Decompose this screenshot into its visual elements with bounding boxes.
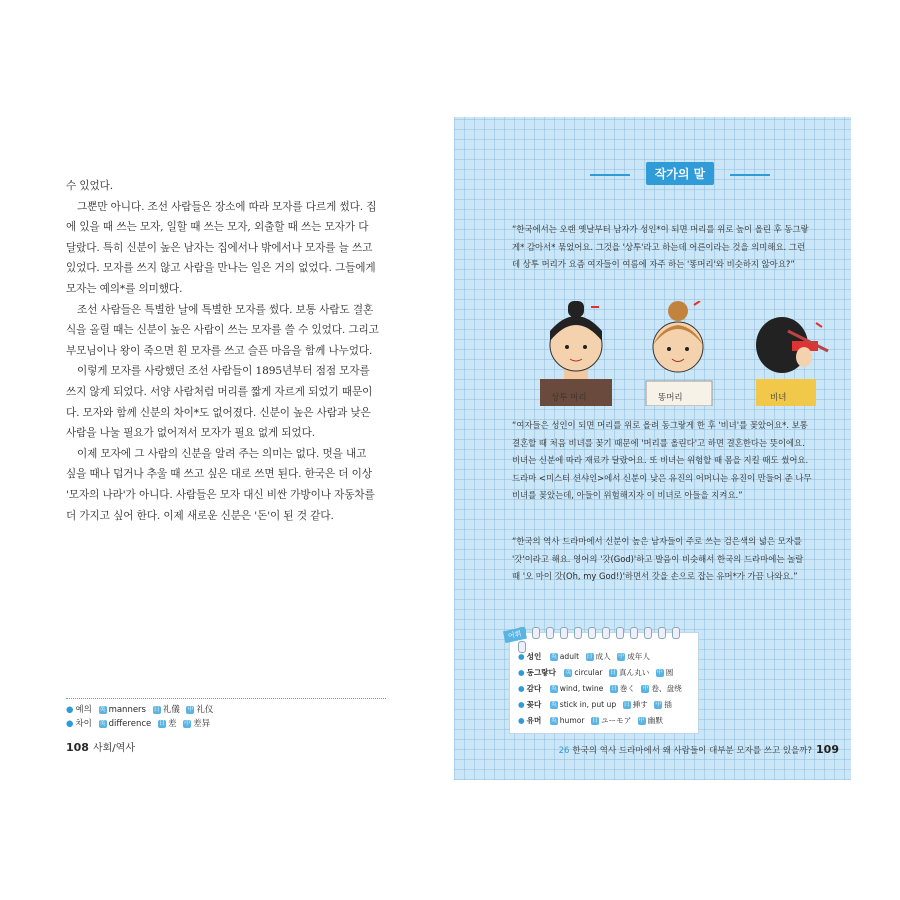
vocab-en: humor bbox=[559, 716, 585, 725]
vocabulary-item bbox=[518, 713, 682, 729]
section-name: 사회/역사 bbox=[92, 743, 135, 754]
chapter-number: 26 bbox=[558, 746, 570, 756]
bullet-icon: ● bbox=[518, 668, 525, 677]
glossary-zh: 差异 bbox=[193, 719, 211, 729]
body-text bbox=[66, 176, 379, 526]
ja-tag-icon: 日 bbox=[158, 719, 165, 727]
zh-tag-icon: 中 bbox=[655, 701, 662, 708]
glossary-row bbox=[66, 703, 386, 717]
paragraph: 이렇게 모자를 사랑했던 조선 사람들이 1895년부터 점점 모자를 쓰지 않게 되었다. 서양 사람처럼 머리를 짧게 자르게 되었기 때문이다. 모자와 함께 신분의 차이*도 없어졌다. 신분이 높은 사람과 낮은 사람을 나눌 필요가 없어져서 모자가 필요 없게 되었다. bbox=[66, 365, 373, 440]
paragraph: 조선 사람들은 특별한 날에 특별한 모자를 썼다. 보통 사람도 결혼식을 올릴 때는 신분이 높은 사람이 쓰는 모자를 쓸 수 있었다. 그리고 부모님이나 왕이 죽으면 흰 모자를 쓰고 슬픈 마음을 함께 나누었다. bbox=[66, 303, 379, 357]
vocab-word: 감다 bbox=[526, 684, 542, 693]
glossary-en: difference bbox=[108, 719, 152, 729]
vocab-en: wind, twine bbox=[559, 684, 604, 693]
glossary-en: manners bbox=[108, 705, 146, 715]
glossary-word: 예의 bbox=[75, 705, 92, 715]
page-title: 작가의 말 bbox=[646, 162, 715, 185]
author-paragraph: “여자들은 성인이 되면 머리를 위로 올려 동그랗게 한 후 '비녀'를 꽂았어요*. 보통 결혼할 때 처음 비녀를 꽂기 때문에 '머리를 올린다'고 하면 결혼한다는 뜻이에요. 비녀는 신분에 따라 재료가 달랐어요. 또 비녀는 위험할 때 몸을 지킬 때도 썼어요. 드라마 <미스터 션샤인>에서 신분이 낮은 유진의 어머니는 유진이 만들어 준 나무 비녀를 꽂았는데, 아들이 위험해지자 이 비녀로 아들을 지켜요.” bbox=[512, 420, 812, 500]
glossary-ja: 差 bbox=[167, 719, 177, 729]
page-number: 109 bbox=[816, 743, 839, 756]
caption-sangtu: 상투 머리 bbox=[551, 393, 587, 403]
vocab-word: 꽂다 bbox=[526, 700, 542, 709]
vocab-en: adult bbox=[559, 652, 580, 661]
en-tag-icon: 英 bbox=[550, 653, 557, 660]
bullet-icon: ● bbox=[66, 705, 74, 715]
en-tag-icon: 英 bbox=[99, 719, 106, 727]
title-block bbox=[620, 162, 740, 185]
right-page bbox=[454, 117, 851, 780]
bullet-icon: ● bbox=[518, 700, 525, 709]
vocabulary-list bbox=[518, 649, 682, 729]
glossary bbox=[66, 698, 386, 731]
vocab-en: stick in, put up bbox=[559, 700, 617, 709]
zh-tag-icon: 中 bbox=[656, 669, 663, 676]
vocab-word: 성인 bbox=[526, 652, 542, 661]
ja-tag-icon: 日 bbox=[586, 653, 593, 660]
vocab-ja: 巻く bbox=[619, 684, 635, 693]
folio-left bbox=[66, 739, 135, 754]
glossary-row bbox=[66, 717, 386, 731]
ja-tag-icon: 日 bbox=[153, 705, 160, 713]
vocabulary-item bbox=[518, 681, 682, 697]
en-tag-icon: 英 bbox=[99, 705, 106, 713]
glossary-ja: 礼儀 bbox=[162, 705, 180, 715]
bullet-icon: ● bbox=[518, 716, 525, 725]
page-number: 108 bbox=[66, 741, 89, 754]
binyeo-figure-illustration bbox=[756, 317, 828, 406]
ja-tag-icon: 日 bbox=[591, 717, 598, 724]
vocab-en: circular bbox=[574, 668, 603, 677]
author-paragraph: “한국에서는 오랜 옛날부터 남자가 성인*이 되면 머리를 위로 높이 올린 후 동그랗게* 감아서* 묶었어요. 그것을 '상투'라고 하는데 어른이라는 것을 의미해요. 그런데 상투 머리가 요즘 여자들이 여름에 자주 하는 '똥머리'와 비슷하지 않아요?” bbox=[512, 224, 809, 269]
ja-tag-icon: 日 bbox=[609, 669, 616, 676]
vocabulary-item bbox=[518, 649, 682, 665]
chapter-title: 한국의 역사 드라마에서 왜 사람들이 대부분 모자를 쓰고 있을까? bbox=[572, 746, 813, 756]
vocab-ja: 真ん丸い bbox=[618, 668, 650, 677]
title-decoration-left bbox=[590, 174, 630, 176]
vocabulary-note bbox=[507, 629, 699, 734]
vocabulary-label: 어휘 bbox=[503, 627, 527, 643]
glossary-zh: 礼仪 bbox=[196, 705, 214, 715]
vocab-zh: 圆 bbox=[665, 668, 674, 677]
vocab-ja: 成人 bbox=[595, 652, 611, 661]
vocab-word: 유머 bbox=[526, 716, 542, 725]
zh-tag-icon: 中 bbox=[642, 685, 649, 692]
vocab-word: 동그랗다 bbox=[526, 668, 556, 677]
en-tag-icon: 英 bbox=[550, 701, 557, 708]
paragraph: 수 있었다. bbox=[66, 180, 114, 192]
bullet-icon: ● bbox=[518, 652, 525, 661]
paragraph: 그뿐만 아니다. 조선 사람들은 장소에 따라 모자를 다르게 썼다. 집에 있을 때 쓰는 모자, 일할 때 쓰는 모자, 외출할 때 쓰는 모자가 다 달랐다. 특히 신분이 높은 남자는 집에서나 밖에서나 모자를 늘 쓰고 있었다. 모자를 쓰지 않고 사람을 만나는 일은 거의 없었다. 그들에게 모자는 예의*를 의미했다. bbox=[66, 200, 377, 295]
title-decoration-right bbox=[730, 174, 770, 176]
zh-tag-icon: 中 bbox=[638, 717, 645, 724]
ja-tag-icon: 日 bbox=[623, 701, 630, 708]
bullet-icon: ● bbox=[66, 719, 74, 729]
spiral-binding-icon bbox=[518, 627, 688, 637]
paragraph: 이제 모자에 그 사람의 신분을 알려 주는 의미는 없다. 멋을 내고 싶을 때나 덥거나 추울 때 쓰고 싶은 대로 쓰면 된다. 한국은 더 이상 '모자의 나라'가 아니다. 사람들은 모자 대신 비싼 가방이나 자동차를 더 가지고 싶어 한다. 이제 새로운 신분은 '돈'이 된 것 같다. bbox=[66, 447, 375, 522]
en-tag-icon: 英 bbox=[565, 669, 572, 676]
caption-binyeo: 비녀 bbox=[770, 393, 787, 403]
zh-tag-icon: 中 bbox=[187, 705, 194, 713]
zh-tag-icon: 中 bbox=[184, 719, 191, 727]
vocab-zh: 成年人 bbox=[627, 652, 650, 661]
vocab-zh: 插 bbox=[664, 700, 672, 709]
bullet-icon: ● bbox=[518, 684, 525, 693]
vocabulary-item bbox=[518, 665, 682, 681]
zh-tag-icon: 中 bbox=[618, 653, 625, 660]
author-paragraph: “한국의 역사 드라마에서 신분이 높은 남자들이 주로 쓰는 검은색의 넓은 모자를 '갓'이라고 해요. 영어의 '갓(God)'하고 발음이 비슷해서 한국의 드라마에는 놀랄 때 '오 마이 갓(Oh, my God!)'하면서 갓을 손으로 잡는 유머*가 가끔 나와요.” bbox=[512, 536, 804, 581]
en-tag-icon: 英 bbox=[550, 685, 557, 692]
vocab-ja: 挿す bbox=[632, 700, 648, 709]
vocab-zh: 幽默 bbox=[647, 716, 663, 725]
vocabulary-item bbox=[518, 697, 682, 713]
caption-ttongmeori: 똥머리 bbox=[658, 393, 683, 403]
en-tag-icon: 英 bbox=[550, 717, 557, 724]
vocab-zh: 卷、盘绕 bbox=[651, 684, 682, 693]
glossary-word: 차이 bbox=[75, 719, 92, 729]
vocab-ja: ユーモア bbox=[600, 716, 632, 725]
folio-right bbox=[559, 743, 839, 756]
ja-tag-icon: 日 bbox=[610, 685, 617, 692]
